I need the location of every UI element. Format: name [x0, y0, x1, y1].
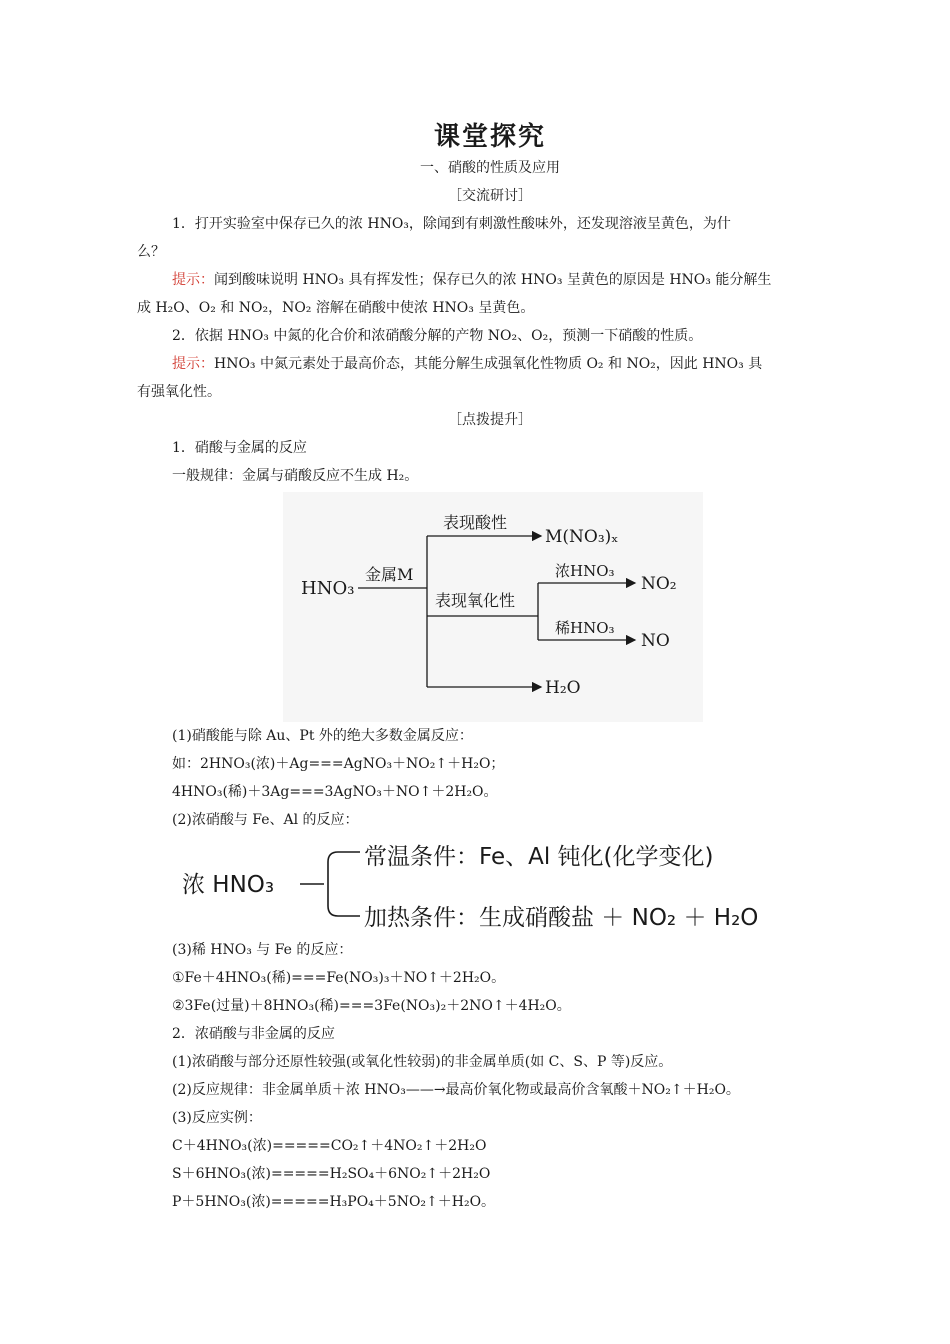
sulfur-equation: S＋6HNO₃(浓)=====H₂SO₄＋6NO₂↑＋2H₂O [172, 1166, 491, 1182]
subsection-2-point-3: (3)反应实例： [172, 1110, 262, 1126]
point-3: (3)稀 HNO₃ 与 Fe 的反应： [172, 942, 353, 958]
acid-product: M(NO₃)ₓ [545, 527, 619, 547]
tips-label: ［点拨提升］ [448, 412, 532, 428]
answer-1-line-1 [172, 270, 771, 290]
question-1-line-1: 1．打开实验室中保存已久的浓 HNO₃，除闻到有刺激性酸味外，还发现溶液呈黄色，为什 [172, 216, 731, 232]
exchange-label: ［交流研讨］ [448, 188, 532, 204]
page-title: 课堂探究 [433, 122, 546, 152]
answer-1-line-2: 成 H₂O、O₂ 和 NO₂，NO₂ 溶解在硝酸中使浓 HNO₃ 呈黄色。 [137, 300, 535, 316]
point-3-equation-1: ①Fe＋4HNO₃(稀)===Fe(NO₃)₃＋NO↑＋2H₂O。 [172, 970, 506, 986]
carbon-equation: C＋4HNO₃(浓)=====CO₂↑＋4NO₂↑＋2H₂O [172, 1138, 487, 1154]
no-product: NO [641, 631, 670, 651]
answer-2-line-2: 有强氧化性。 [137, 384, 221, 400]
answer-2-text: HNO₃ 中氮元素处于最高价态，其能分解生成强氧化性物质 O₂ 和 NO₂，因此 HNO₃ 具 [214, 356, 763, 372]
heating-condition: 加热条件：生成硝酸盐 ＋ NO₂ ＋ H₂O [364, 905, 759, 931]
question-1-line-2: 么？ [137, 244, 165, 260]
dilute-label: 稀HNO₃ [555, 619, 615, 637]
section-heading: 一、硝酸的性质及应用 [420, 160, 560, 176]
phosphorus-equation: P＋5HNO₃(浓)=====H₃PO₄＋5NO₂↑＋H₂O。 [172, 1194, 496, 1210]
point-2: (2)浓硝酸与 Fe、Al 的反应： [172, 812, 359, 828]
point-3-equation-2: ②3Fe(过量)＋8HNO₃(稀)===3Fe(NO₃)₂＋2NO↑＋4H₂O。 [172, 998, 571, 1014]
subsection-2-point-1: (1)浓硝酸与部分还原性较强(或氧化性较弱)的非金属单质(如 C、S、P 等)反应。 [172, 1054, 673, 1070]
metal-label: 金属M [365, 565, 414, 584]
general-rule: 一般规律：金属与硝酸反应不生成 H₂。 [172, 468, 419, 484]
point-1-equation-2: 4HNO₃(稀)＋3Ag===3AgNO₃＋NO↑＋2H₂O。 [172, 784, 498, 800]
no2-product: NO₂ [641, 574, 677, 594]
point-1-equation-1: 如：2HNO₃(浓)＋Ag===AgNO₃＋NO₂↑＋H₂O； [172, 756, 505, 772]
water-product: H₂O [545, 678, 581, 698]
acid-label: 表现酸性 [443, 513, 508, 532]
answer-1-text: 闻到酸味说明 HNO₃ 具有挥发性；保存已久的浓 HNO₃ 呈黄色的原因是 HNO₃ 能分解生 [214, 272, 772, 288]
subsection-2-point-2: (2)反应规律：非金属单质＋浓 HNO₃——→最高价氧化物或最高价含氧酸＋NO₂↑＋H₂O。 [172, 1082, 740, 1098]
metal-reaction-diagram [283, 492, 703, 722]
subsection-1-heading: 1．硝酸与金属的反应 [172, 440, 307, 456]
point-1: (1)硝酸能与除 Au、Pt 外的绝大多数金属反应： [172, 728, 473, 744]
hint-label: 提示： [172, 272, 214, 288]
fe-al-bracket [298, 848, 362, 920]
oxidizing-label: 表现氧化性 [435, 591, 516, 610]
answer-2-line-1 [172, 354, 762, 374]
conc-hno3-label: 浓 HNO₃ [182, 872, 275, 898]
room-temp-condition: 常温条件：Fe、Al 钝化(化学变化) [364, 844, 714, 870]
question-2-line-1: 2．依据 HNO₃ 中氮的化合价和浓硝酸分解的产物 NO₂、O₂，预测一下硝酸的性质。 [172, 328, 703, 344]
subsection-2-heading: 2．浓硝酸与非金属的反应 [172, 1026, 335, 1042]
concentrated-label: 浓HNO₃ [555, 562, 615, 580]
reactant-label: HNO₃ [301, 578, 355, 599]
hint-label: 提示： [172, 356, 214, 372]
